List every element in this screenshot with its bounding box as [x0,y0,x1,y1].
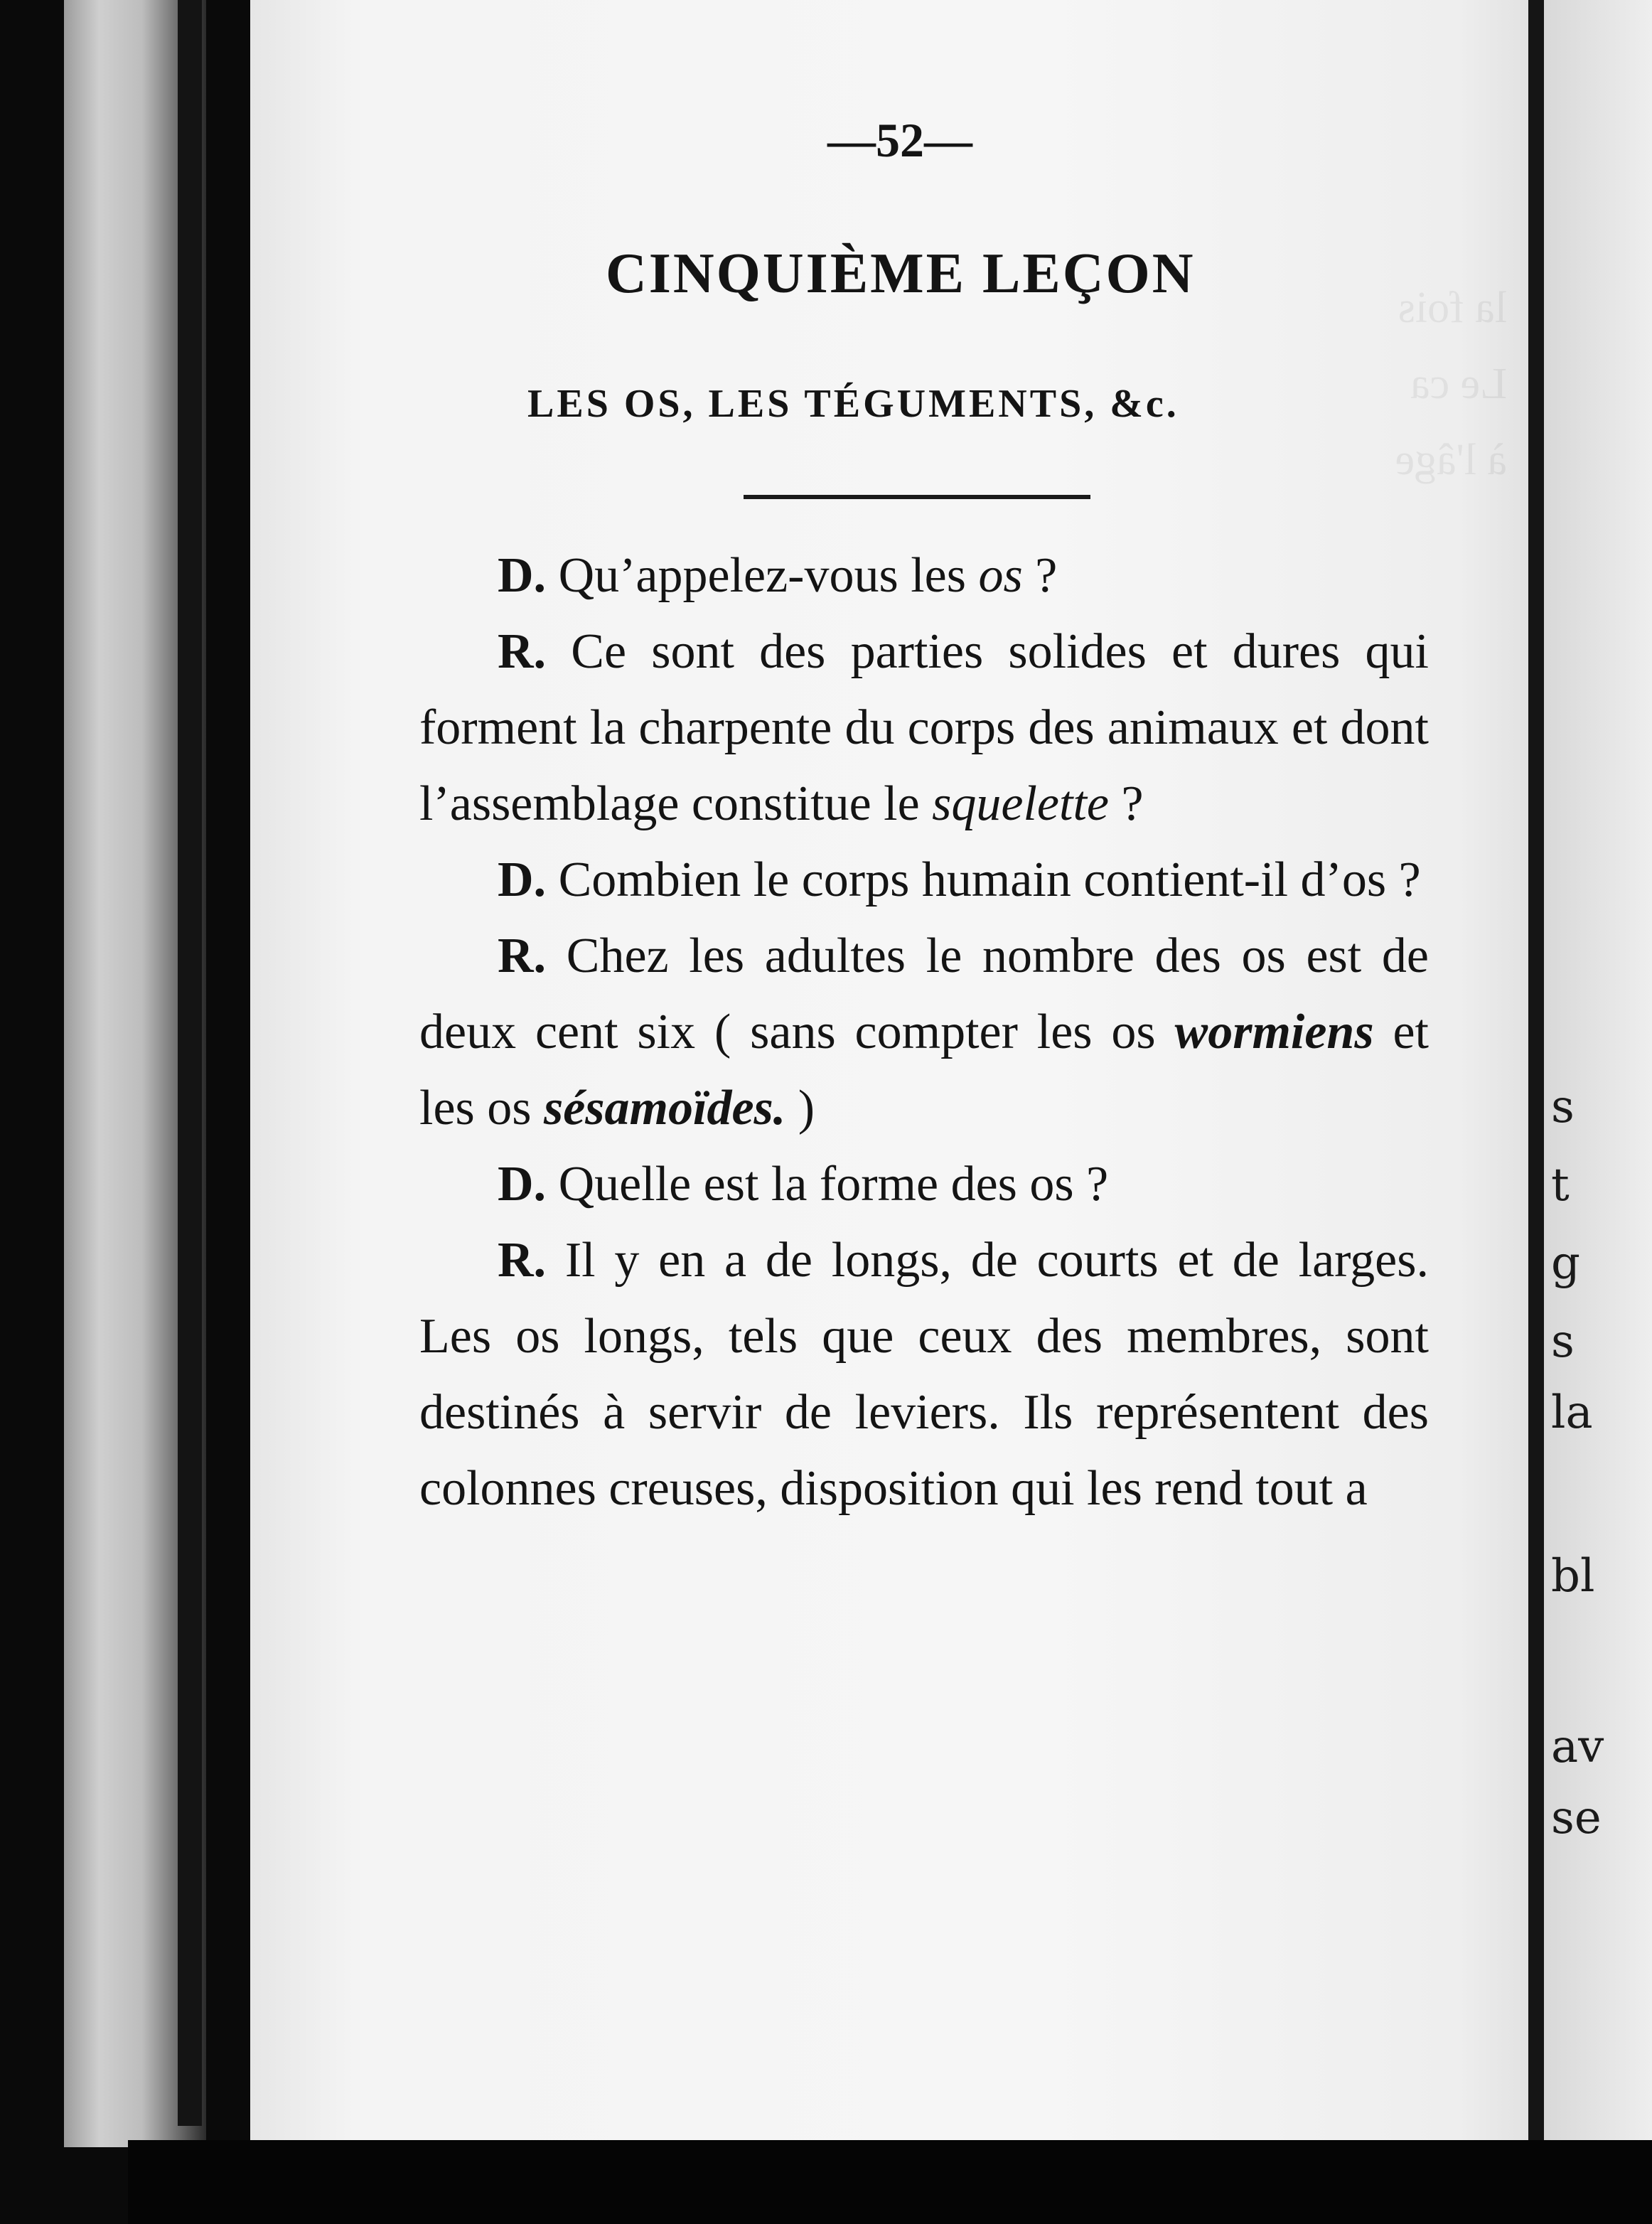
dialogue-paragraph [419,918,1429,1146]
emphasized-term: sésamoïdes. [544,1081,786,1135]
next-page-letter: g [1551,1237,1580,1290]
dialogue-paragraph [419,1222,1429,1527]
dialogue-paragraph [419,538,1429,614]
next-page-fragment [1544,0,1652,2161]
next-page-letter: t [1551,1159,1570,1212]
speaker-label: R. [498,929,547,983]
bleed-through-text: la fois Le ca à l'âge [1395,284,1507,484]
lesson-body [419,538,1429,1527]
speaker-label: R. [498,624,547,679]
bottom-shadow [128,2140,1652,2224]
dialogue-text: Combien le corps humain contient-il d’os ? [546,852,1421,907]
dialogue-text: ? [1022,548,1058,603]
dialogue-paragraph [419,842,1429,918]
title-divider [744,495,1090,499]
speaker-label: D. [498,548,547,603]
emphasized-term: wormiens [1174,1005,1374,1059]
book-binding [178,0,202,2126]
next-page-letter: av [1551,1721,1604,1773]
dialogue-paragraph [419,1146,1429,1222]
dialogue-text: Ce sont des parties solides et dures qui forment la charpente du corps des animaux et dont l’assemblage constitue le [419,624,1429,831]
lesson-subtitle: LES OS, LES TÉGUMENTS, &c. [527,382,1179,426]
dialogue-text: Qu’appelez-vous les [546,548,979,603]
dialogue-text: et les os [419,1005,1429,1135]
dialogue-text: ? [1108,776,1144,831]
next-page-letter: se [1551,1792,1602,1844]
emphasized-term: os [978,548,1023,603]
emphasized-term: squelette [932,776,1109,831]
dialogue-text: Il y en a de longs, de courts et de larges. Les os longs, tels que ceux des membres, sont destinés à servir de leviers. Ils représentent des colonnes creuses, disposition qui les rend tout a [419,1233,1429,1516]
dialogue-paragraph [419,614,1429,842]
dialogue-text: Chez les adultes le nombre des os est de deux cent six ( sans compter les os [419,929,1429,1059]
dialogue-text: ) [785,1081,815,1135]
speaker-label: D. [498,852,547,907]
page-number: —52— [827,113,972,167]
next-page-letter: bl [1551,1550,1595,1603]
next-page-letter: s [1551,1081,1575,1133]
speaker-label: R. [498,1233,547,1288]
dialogue-text: Quelle est la forme des os ? [546,1157,1109,1212]
speaker-label: D. [498,1157,547,1212]
page-gutter [1528,0,1544,2176]
next-page-letter: s [1551,1315,1575,1368]
next-page-letter: la [1551,1386,1593,1439]
lesson-title: CINQUIÈME LEÇON [606,242,1196,305]
